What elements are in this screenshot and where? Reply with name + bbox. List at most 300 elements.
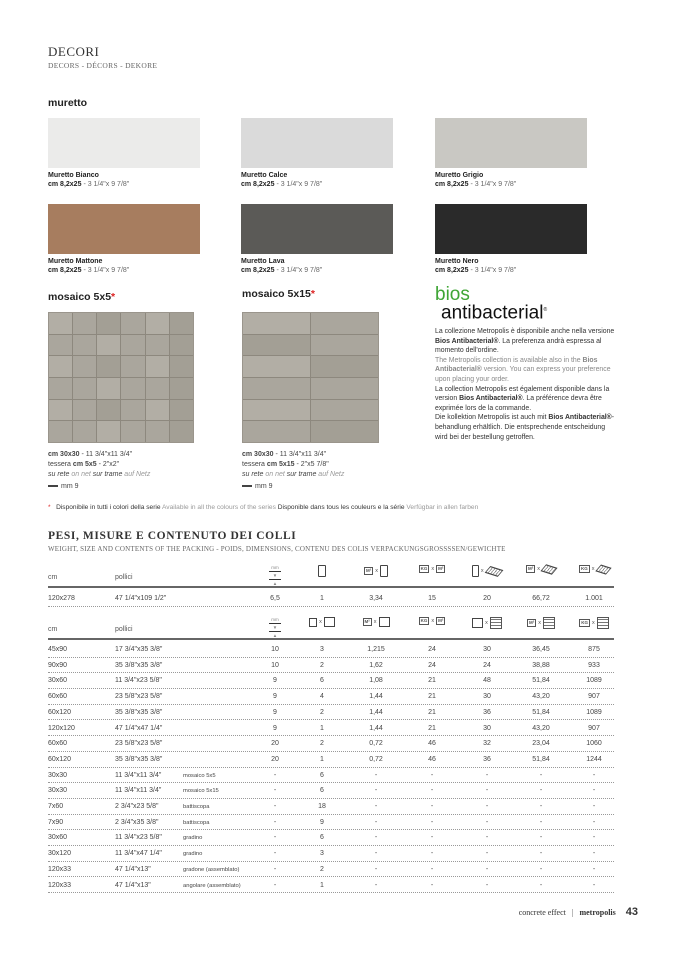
- mosaic-tessera: [170, 378, 193, 399]
- table-cell: -: [374, 850, 378, 858]
- table-cell: 120x33: [48, 865, 71, 873]
- column-icon-header: M² x: [526, 617, 556, 629]
- mosaic-tessera: [311, 335, 378, 356]
- mosaic-caption: cm 30x30 - 11 3/4"x11 3/4" tessera cm 5x15 - 2"x5 7/8" su rete on net sur trame auf Netz mm 9: [242, 451, 345, 490]
- mosaic-tessera: [121, 378, 144, 399]
- muretto-tile-swatch: [435, 118, 587, 168]
- table-cell: 20: [271, 755, 279, 763]
- mosaic-tessera: [97, 356, 120, 377]
- muretto-tile-swatch: [241, 118, 393, 168]
- table-cell: 4: [320, 693, 324, 701]
- table-cell: 1: [320, 724, 324, 732]
- mosaic-tessera: [73, 356, 96, 377]
- table-row: [48, 830, 614, 846]
- table-cell: -: [273, 818, 277, 826]
- table-cell: 32: [483, 740, 491, 748]
- col-inches-header: pollici: [115, 574, 133, 581]
- table-cell: -: [374, 787, 378, 795]
- table-cell: 6: [320, 834, 324, 842]
- table-cell: 21: [428, 677, 436, 685]
- mosaic-tessera: [73, 400, 96, 421]
- table-cell: 15: [428, 595, 436, 602]
- table-cell: 1: [320, 755, 324, 763]
- table-cell: 17 3/4"x35 3/8": [115, 646, 163, 653]
- column-icon-header: M² x: [361, 565, 391, 577]
- table-cell: 1,08: [369, 677, 383, 685]
- mosaic-tessera: [49, 356, 72, 377]
- packing-title: PESI, MISURE E CONTENUTO DEI COLLI: [48, 530, 297, 542]
- column-icon-header: x: [472, 565, 502, 577]
- table-cell: -: [273, 850, 277, 858]
- table-cell: 2: [320, 661, 324, 669]
- mosaic-tessera: [170, 356, 193, 377]
- box-pallet-icon: [543, 617, 555, 629]
- table-cell: -: [592, 834, 596, 842]
- table-cell: 875: [588, 646, 600, 653]
- box-icon: [379, 617, 390, 627]
- mosaic-tessera: [243, 335, 310, 356]
- table-cell: 2: [320, 740, 324, 748]
- table-cell: -: [592, 865, 596, 873]
- mosaic-tessera: [146, 313, 169, 334]
- table-cell: -: [374, 881, 378, 889]
- mosaic-tessera: [73, 313, 96, 334]
- table-cell: -: [539, 787, 543, 795]
- packing-subtitle: WEIGHT, SIZE AND CONTENTS OF THE PACKING - POIDS, DIMENSIONS, CONTENU DES COLIS VERPACKUNGSGROSSSSEN/GEWICHTE: [48, 545, 506, 553]
- muretto-tile-caption: Muretto Grigio cm 8,2x25 - 3 1/4"x 9 7/8": [435, 172, 517, 188]
- mosaic-tessera: [243, 378, 310, 399]
- kg-weight-icon: KG: [420, 566, 428, 571]
- table-cell: 2: [320, 865, 324, 873]
- table-cell: -: [485, 834, 489, 842]
- mosaic-5x15-image: [242, 312, 379, 443]
- mosaic-tessera: [73, 421, 96, 442]
- m2-icon: M²: [364, 619, 370, 624]
- table-cell: -: [485, 850, 489, 858]
- table-cell: 48: [483, 677, 491, 685]
- table-cell: 21: [428, 693, 436, 701]
- m2-icon: M²: [529, 620, 535, 625]
- mosaic-tessera: [97, 421, 120, 442]
- table-cell: 6: [320, 771, 324, 779]
- table-cell: 43,20: [532, 693, 550, 701]
- table-cell: -: [273, 834, 277, 842]
- table-cell: 120x33: [48, 881, 71, 889]
- table-cell: -: [485, 787, 489, 795]
- table-cell: -: [485, 881, 489, 889]
- table-cell: 24: [428, 646, 436, 653]
- table-cell: 9: [320, 818, 324, 826]
- table-cell: 3: [320, 646, 324, 653]
- table-cell: 7x60: [48, 803, 64, 810]
- table-cell: -: [539, 850, 543, 858]
- table-cell: 60x60: [48, 740, 68, 748]
- mosaic-tessera: [311, 421, 378, 442]
- table-cell: 30x120: [48, 850, 71, 858]
- box-icon: [472, 618, 483, 628]
- column-icon-header: KG x M²: [420, 566, 444, 572]
- table-cell: 45x90: [48, 646, 68, 653]
- mosaic-tessera: [243, 400, 310, 421]
- table-cell: -: [430, 787, 434, 795]
- table-row: [48, 689, 614, 705]
- table-cell: 6,5: [270, 595, 280, 602]
- table-cell: -: [430, 850, 434, 858]
- mosaic-tessera: [146, 421, 169, 442]
- column-icon-header: [307, 565, 337, 577]
- column-icon-header: x: [307, 617, 337, 627]
- muretto-heading: muretto: [48, 97, 88, 109]
- slab-icon: [380, 565, 388, 577]
- slab-icon: [318, 565, 326, 577]
- mosaic-tessera: [243, 313, 310, 334]
- table-cell: 10: [271, 646, 279, 653]
- table-cell: -: [592, 787, 596, 795]
- table-cell: -: [485, 818, 489, 826]
- slab-table-header: [48, 562, 614, 588]
- table-cell: 30: [483, 693, 491, 701]
- mosaic-tessera: [146, 356, 169, 377]
- table-cell: 30x30: [48, 787, 68, 795]
- box-pallet-icon: [490, 617, 502, 629]
- table-row: [48, 705, 614, 721]
- table-cell: -: [430, 834, 434, 842]
- table-cell: 11 3/4"x23 5/8": [115, 677, 162, 685]
- table-cell: 35 3/8"x35 3/8": [115, 755, 163, 763]
- table-cell: 47 1/4"x13": [115, 865, 151, 873]
- table-cell: gradone (assemblato): [183, 866, 240, 873]
- m2-icon: M²: [438, 618, 444, 623]
- table-cell: 933: [588, 661, 600, 669]
- table-cell: battiscopa: [183, 819, 210, 826]
- table-cell: 30: [483, 646, 491, 653]
- mosaic-tessera: [311, 356, 378, 377]
- m2-icon: M²: [528, 566, 534, 571]
- table-cell: 3: [320, 850, 324, 858]
- table-cell: 1060: [586, 740, 602, 748]
- table-cell: 907: [588, 724, 600, 732]
- column-icon-header: KG x: [579, 617, 609, 629]
- table-cell: -: [374, 834, 378, 842]
- table-row: [48, 752, 614, 768]
- table-cell: 2 3/4"x35 3/8": [115, 818, 159, 826]
- muretto-tile-caption: Muretto Calce cm 8,2x25 - 3 1/4"x 9 7/8": [241, 172, 323, 188]
- table-cell: 21: [428, 724, 436, 732]
- table-cell: 11 3/4"x11 3/4": [115, 771, 162, 779]
- table-cell: -: [485, 803, 489, 810]
- table-cell: -: [592, 771, 596, 779]
- table-cell: 36,45: [532, 646, 550, 653]
- table-cell: 47 1/4"x13": [115, 881, 151, 889]
- pallet-icon: [540, 564, 557, 574]
- mosaic-tessera: [49, 313, 72, 334]
- mosaic-tessera: [311, 313, 378, 334]
- table-cell: -: [374, 803, 378, 810]
- m2-icon: M²: [438, 566, 444, 571]
- table-cell: 0,72: [369, 755, 383, 763]
- table-cell: 1244: [586, 755, 602, 763]
- kg-weight-icon: KG: [420, 618, 428, 623]
- mosaic-tessera: [49, 421, 72, 442]
- table-cell: 10: [271, 661, 279, 669]
- table-cell: -: [430, 881, 434, 889]
- table-row: [48, 799, 614, 815]
- table-cell: 2 3/4"x23 5/8": [115, 803, 159, 810]
- bios-description: La collezione Metropolis è disponibile anche nella versione Bios Antibacterial®. La preferenza andrà espressa al momento dell'ordine. The Metropolis collection is available also in the Bios Antibacterial® version. You can express your preference upon placing your order. La collection Metropolis est également disponible dans la version Bios Antibacterial®. La préférence devra être exprimée lors de la commande. Die kollektion Metropolis ist auch mit Bios Antibacterial®-behandlung erhältlich. Die entsprechende entscheidung wird bei der bestellung getroffen.: [435, 328, 615, 441]
- table-cell: 24: [483, 661, 491, 669]
- mosaic-tessera: [311, 378, 378, 399]
- table-cell: 60x120: [48, 755, 71, 763]
- mosaic-caption: cm 30x30 - 11 3/4"x11 3/4" tessera cm 5x5 - 2"x2" su rete on net sur trame auf Netz mm 9: [48, 451, 151, 490]
- table-row: [48, 591, 614, 607]
- table-cell: 36: [483, 708, 491, 716]
- kg-weight-icon: KG: [581, 566, 588, 571]
- table-cell: 1: [320, 595, 324, 602]
- column-icon-header: M² x: [361, 617, 391, 627]
- table-cell: 51,84: [532, 708, 550, 716]
- table-cell: -: [485, 865, 489, 873]
- mosaic-tessera: [121, 356, 144, 377]
- mosaic-5x5-image: [48, 312, 194, 443]
- table-cell: 30x60: [48, 834, 68, 842]
- column-icon-header: KG x: [579, 565, 609, 573]
- muretto-tile-caption: Muretto Nero cm 8,2x25 - 3 1/4"x 9 7/8": [435, 258, 517, 274]
- table-cell: 51,84: [532, 755, 550, 763]
- table-cell: -: [539, 803, 543, 810]
- muretto-tile-swatch: [435, 204, 587, 254]
- mosaic-tessera: [73, 335, 96, 356]
- table-cell: 18: [318, 803, 326, 810]
- mosaic-tessera: [97, 378, 120, 399]
- table-cell: 35 3/8"x35 3/8": [115, 661, 163, 669]
- table-row: [48, 736, 614, 752]
- mosaic-5x15-heading: mosaico 5x15*: [242, 288, 315, 300]
- table-cell: -: [430, 865, 434, 873]
- table-cell: 907: [588, 693, 600, 701]
- table-cell: 9: [273, 693, 277, 701]
- pallet-icon: [484, 565, 503, 576]
- table-cell: -: [539, 818, 543, 826]
- table-cell: -: [374, 771, 378, 779]
- table-row: [48, 815, 614, 831]
- table-cell: gradino: [183, 835, 203, 842]
- mosaic-tessera: [49, 378, 72, 399]
- kg-weight-icon: KG: [581, 620, 588, 625]
- table-cell: 6: [320, 677, 324, 685]
- column-icon-header: [260, 565, 290, 586]
- table-cell: 51,84: [532, 677, 550, 685]
- table-cell: 66,72: [532, 595, 550, 602]
- table-cell: 23,04: [532, 740, 550, 748]
- table-cell: 7x90: [48, 818, 64, 826]
- table-cell: 60x60: [48, 693, 68, 701]
- table-cell: 11 3/4"x47 1/4": [115, 850, 162, 858]
- mosaic-tessera: [49, 400, 72, 421]
- muretto-tile-swatch: [48, 118, 200, 168]
- table-row: [48, 642, 614, 658]
- pallet-icon: [595, 564, 611, 574]
- table-cell: gradino: [183, 851, 203, 858]
- muretto-tile-caption: Muretto Mattone cm 8,2x25 - 3 1/4"x 9 7/8": [48, 258, 130, 274]
- table-cell: 120x278: [48, 595, 75, 602]
- table-cell: 1: [320, 881, 324, 889]
- page-subtitle: DECORS - DÉCORS - DEKORE: [48, 61, 158, 70]
- table-cell: 0,72: [369, 740, 383, 748]
- mosaic-tessera: [121, 313, 144, 334]
- mosaic-tessera: [243, 356, 310, 377]
- thickness-icon: [48, 485, 58, 487]
- table-cell: -: [539, 865, 543, 873]
- table-cell: -: [539, 881, 543, 889]
- mosaic-tessera: [97, 313, 120, 334]
- table-cell: battiscopa: [183, 804, 210, 810]
- table-cell: 47 1/4"x109 1/2": [115, 595, 167, 602]
- table-cell: 9: [273, 708, 277, 716]
- table-cell: 30x30: [48, 771, 68, 779]
- column-icon-header: M² x: [526, 565, 556, 573]
- table-row: [48, 673, 614, 689]
- muretto-tile-caption: Muretto Lava cm 8,2x25 - 3 1/4"x 9 7/8": [241, 258, 323, 274]
- table-cell: -: [273, 771, 277, 779]
- column-icon-header: [260, 617, 290, 638]
- table-cell: -: [430, 803, 434, 810]
- column-icon-header: x: [472, 617, 502, 629]
- table-cell: 1,44: [369, 708, 383, 716]
- mosaic-tessera: [311, 400, 378, 421]
- table-cell: 1.001: [585, 595, 603, 602]
- thickness-icon: mm ▼ ▲: [269, 565, 281, 586]
- table-cell: 1,44: [369, 724, 383, 732]
- table-cell: mosaico 5x15: [183, 788, 219, 795]
- col-cm-header: cm: [48, 574, 58, 581]
- table-cell: 46: [428, 740, 436, 748]
- col-inches-header: pollici: [115, 626, 133, 633]
- table-cell: 120x120: [48, 724, 75, 732]
- table-cell: -: [539, 771, 543, 779]
- table-cell: -: [485, 771, 489, 779]
- mosaic-tessera: [73, 378, 96, 399]
- mosaic-tessera: [170, 313, 193, 334]
- thickness-icon: mm ▼ ▲: [269, 617, 281, 638]
- table-cell: 47 1/4"x47 1/4": [115, 724, 163, 732]
- column-icon-header: KG x M²: [420, 618, 444, 624]
- table-cell: 21: [428, 708, 436, 716]
- table-cell: mosaico 5x5: [183, 772, 216, 779]
- box-pallet-icon: [597, 617, 609, 629]
- m2-icon: M²: [366, 568, 372, 573]
- table-cell: 9: [273, 724, 277, 732]
- table-cell: -: [539, 834, 543, 842]
- table-row: [48, 658, 614, 674]
- table-cell: -: [273, 865, 277, 873]
- table-cell: 3,34: [369, 595, 383, 602]
- table-cell: -: [592, 850, 596, 858]
- table-cell: 1089: [586, 708, 602, 716]
- table-cell: 2: [320, 708, 324, 716]
- mosaic-tessera: [170, 400, 193, 421]
- table-cell: 6: [320, 787, 324, 795]
- table-row: [48, 862, 614, 878]
- table-cell: -: [430, 818, 434, 826]
- table-cell: -: [273, 803, 277, 810]
- muretto-tile-swatch: [48, 204, 200, 254]
- table-cell: -: [592, 818, 596, 826]
- table-cell: -: [374, 865, 378, 873]
- table-cell: -: [592, 803, 596, 810]
- mosaic-tessera: [170, 421, 193, 442]
- tile-piece-icon: [309, 618, 317, 627]
- mosaic-tessera: [121, 421, 144, 442]
- mosaic-tessera: [49, 335, 72, 356]
- col-cm-header: cm: [48, 626, 58, 633]
- mosaic-5x5-heading: mosaico 5x5*: [48, 291, 116, 303]
- table-cell: -: [273, 787, 277, 795]
- tile-table-header: [48, 614, 614, 640]
- page-title: DECORI: [48, 44, 100, 59]
- thickness-icon: [242, 485, 252, 487]
- mosaic-tessera: [170, 335, 193, 356]
- table-cell: 23 5/8"x23 5/8": [115, 740, 163, 748]
- table-cell: 24: [428, 661, 436, 669]
- table-cell: -: [374, 818, 378, 826]
- table-cell: 1,62: [369, 661, 383, 669]
- table-cell: 30x60: [48, 677, 68, 685]
- table-cell: 90x90: [48, 661, 68, 669]
- table-cell: 43,20: [532, 724, 550, 732]
- table-cell: 36: [483, 755, 491, 763]
- table-row: [48, 846, 614, 862]
- availability-footnote: * Disponibile in tutti i colori della serie Available in all the colours of the series Disponible dans tous les couleurs e la série Verfügbar in allen farben: [48, 504, 479, 511]
- mosaic-tessera: [146, 400, 169, 421]
- muretto-tile-caption: Muretto Bianco cm 8,2x25 - 3 1/4"x 9 7/8": [48, 172, 130, 188]
- table-cell: 23 5/8"x23 5/8": [115, 693, 163, 701]
- mosaic-tessera: [121, 335, 144, 356]
- table-cell: 9: [273, 677, 277, 685]
- table-cell: -: [273, 881, 277, 889]
- table-cell: 20: [483, 595, 491, 602]
- mosaic-tessera: [97, 400, 120, 421]
- slab-icon: [472, 565, 479, 577]
- mosaic-tessera: [146, 378, 169, 399]
- page-number: 43: [625, 906, 638, 918]
- mosaic-tessera: [97, 335, 120, 356]
- table-cell: angolare (assemblato): [183, 882, 241, 889]
- table-cell: 1089: [586, 677, 602, 685]
- table-row: [48, 783, 614, 799]
- table-cell: 1,215: [367, 646, 385, 653]
- table-cell: 11 3/4"x23 5/8": [115, 834, 162, 842]
- table-cell: 35 3/8"x35 3/8": [115, 708, 163, 716]
- table-row: [48, 721, 614, 737]
- table-cell: -: [430, 771, 434, 779]
- mosaic-tessera: [146, 335, 169, 356]
- bios-antibacterial-logo: bios antibacterial®: [435, 284, 548, 324]
- table-cell: 46: [428, 755, 436, 763]
- mosaic-tessera: [243, 421, 310, 442]
- table-cell: 60x120: [48, 708, 71, 716]
- table-cell: 11 3/4"x11 3/4": [115, 787, 162, 795]
- table-cell: -: [592, 881, 596, 889]
- table-cell: 38,88: [532, 661, 550, 669]
- mosaic-tessera: [121, 400, 144, 421]
- muretto-tile-swatch: [241, 204, 393, 254]
- table-cell: 1,44: [369, 693, 383, 701]
- table-cell: 20: [271, 740, 279, 748]
- box-icon: [324, 617, 335, 627]
- table-cell: 30: [483, 724, 491, 732]
- table-row: [48, 878, 614, 894]
- table-row: [48, 768, 614, 784]
